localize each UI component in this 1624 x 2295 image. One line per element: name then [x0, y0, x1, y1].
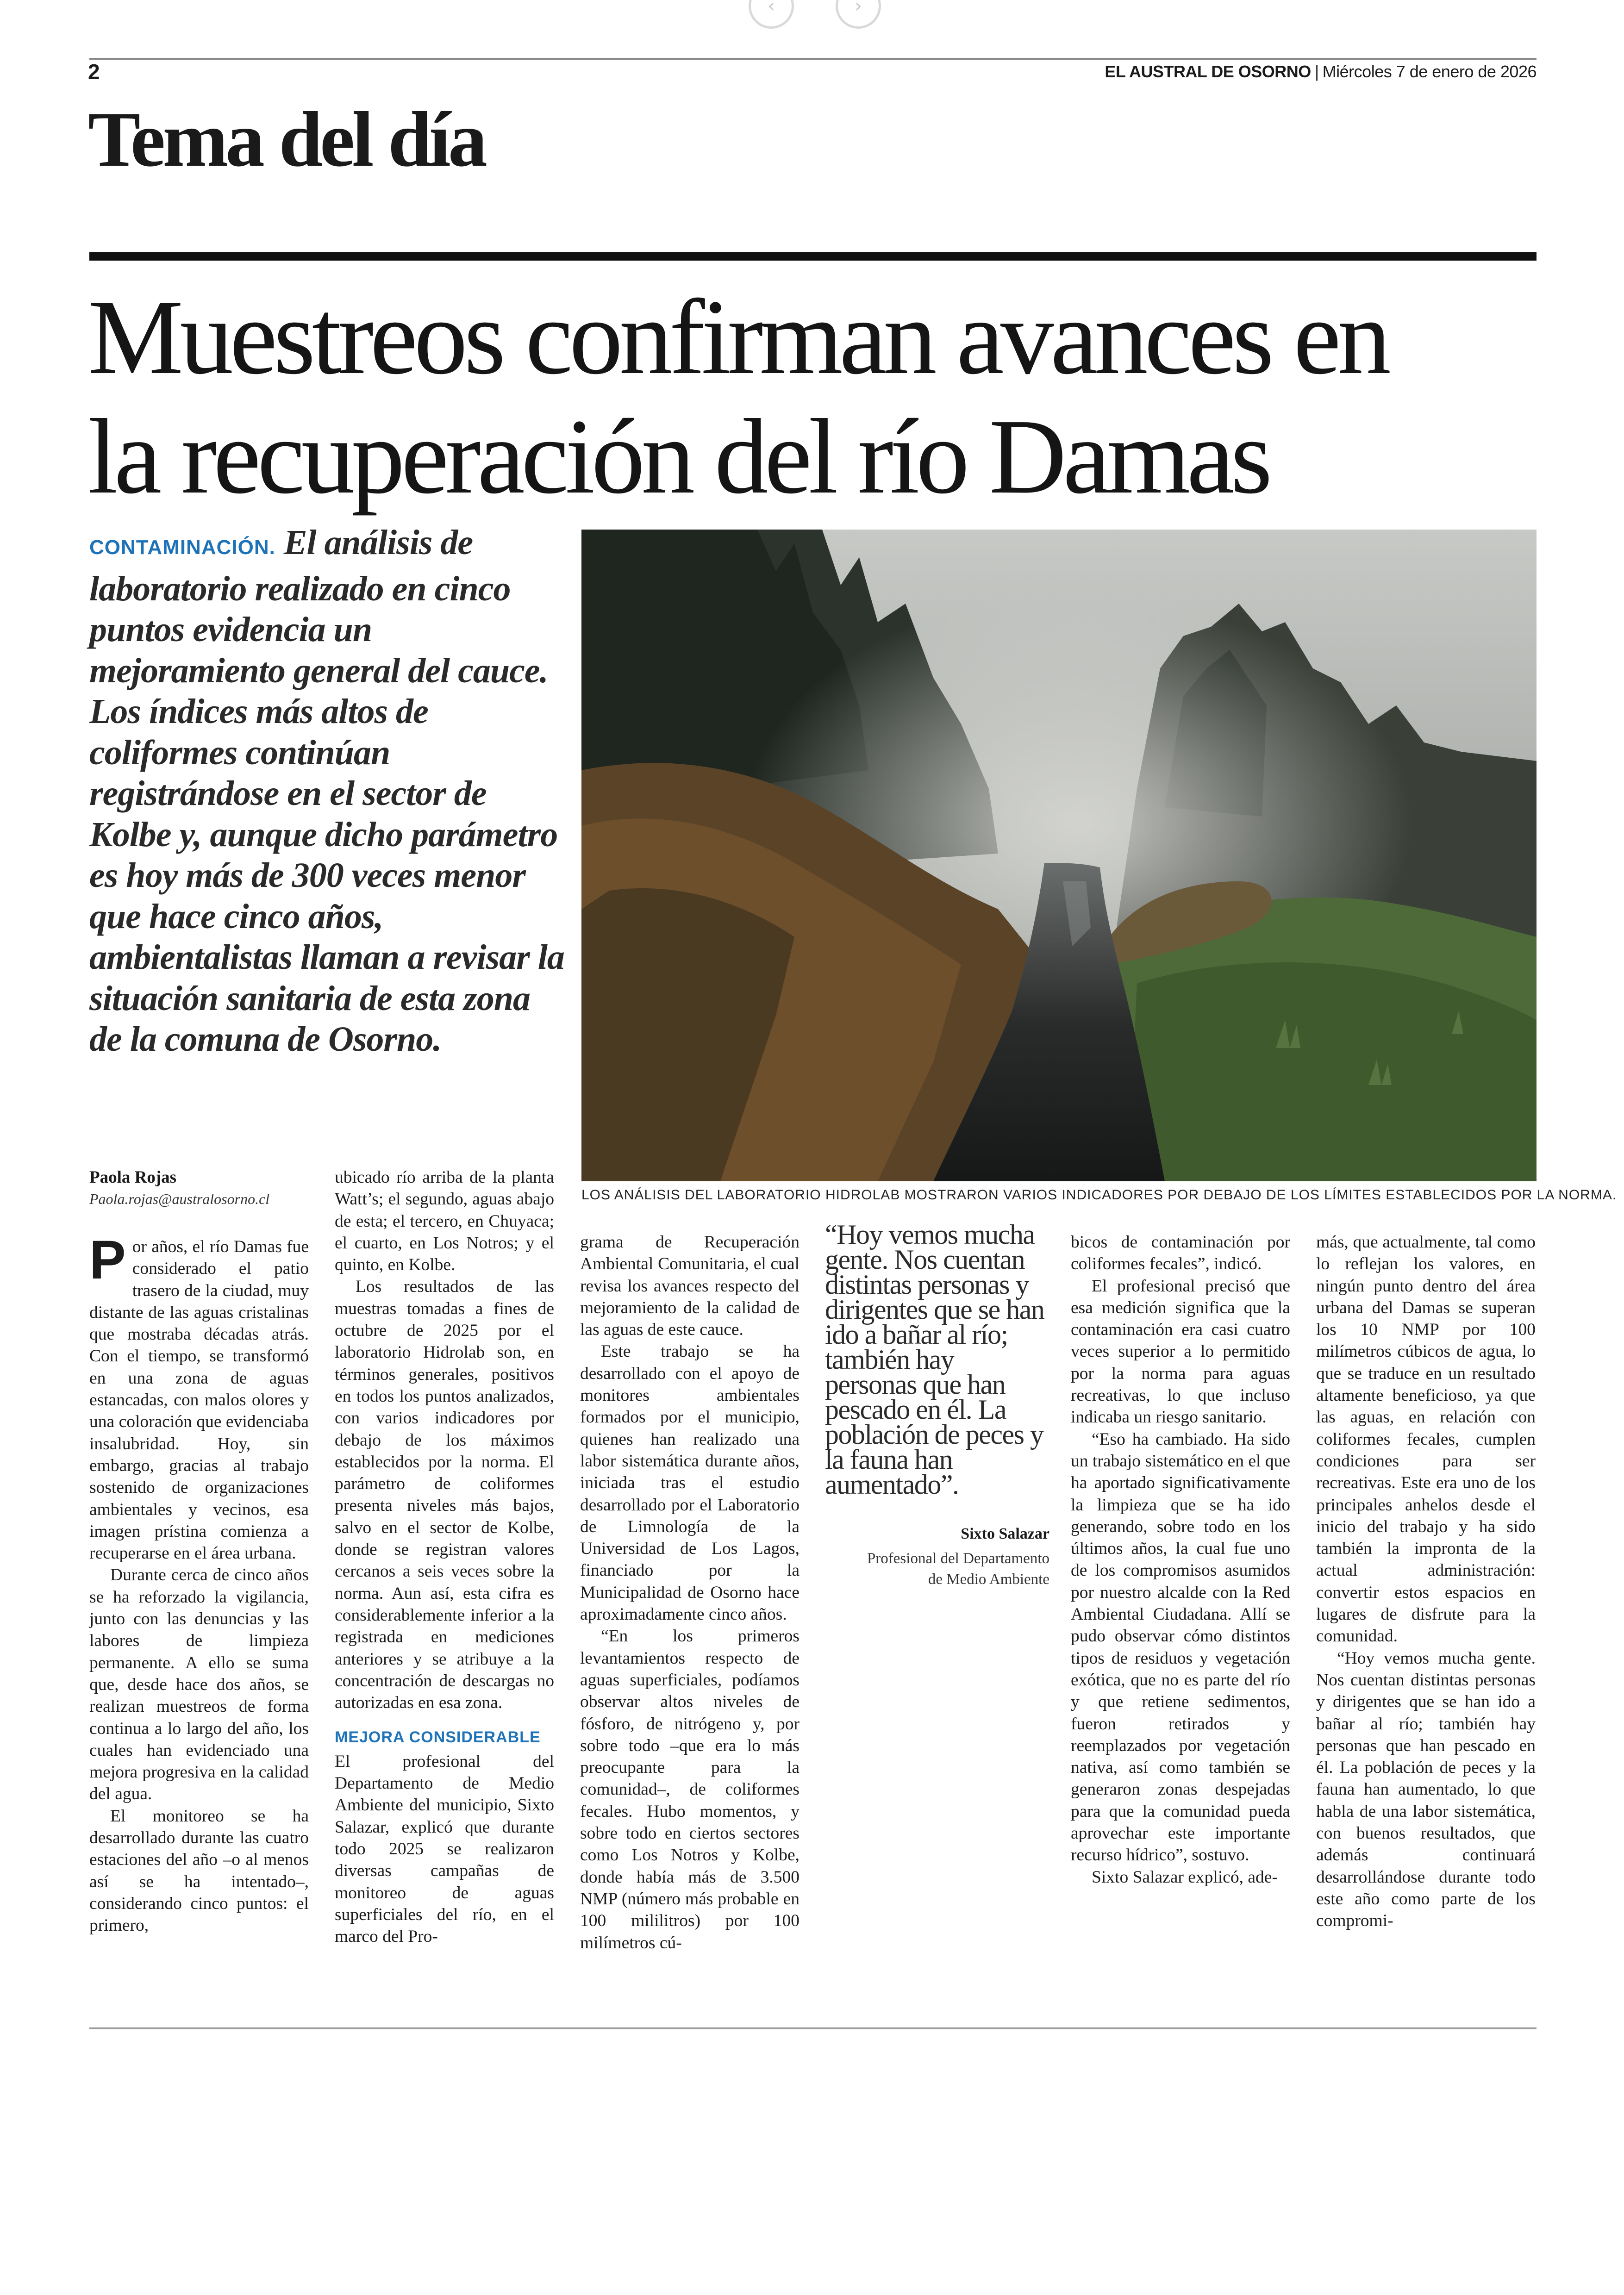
- body-paragraph: “Hoy vemos mucha gente. Nos cuentan distintas personas y dirigentes que se han ido a bañar al río; también hay personas que han pescado en él. La población de peces y la fauna han aumentado, lo que habla de una labor sistemática, con buenos resultados, que además continuará desarrollándose durante todo este año como parte de los compromi-: [1316, 1648, 1536, 1931]
- body-paragraph: bicos de contaminación por coliformes fecales”, indicó.: [1071, 1233, 1290, 1274]
- body-paragraph: ubicado río arriba de la planta Watt’s; el segundo, aguas abajo de esta; el tercero, en Chuyaca; el cuarto, en Los Notros; y el quinto, en Kolbe.: [335, 1168, 554, 1275]
- quote-attribution-role: Profesional del Departamento de Medio Ambiente: [867, 1550, 1049, 1588]
- body-column-2: [335, 1166, 554, 1947]
- pull-quote: “Hoy vemos mucha gente. Nos cuentan distintas personas y dirigentes que se han ido a bañar al río; también hay personas que han pescado en él. La población de peces y la fauna han aumentado”.: [825, 1219, 1044, 1500]
- subhead: MEJORA CONSIDERABLE: [335, 1728, 541, 1746]
- nav-left-icon[interactable]: ‹: [749, 0, 794, 29]
- body-paragraph: El profesional del Departamento de Medio Ambiente del municipio, Sixto Salazar, explicó que durante todo 2025 se realizaron diversas campañas de monitoreo de aguas superficiales del río, en el marco del Pro-: [335, 1752, 554, 1946]
- publication-name: EL AUSTRAL DE OSORNO: [1105, 62, 1311, 81]
- lead-paragraph: [89, 522, 566, 1060]
- masthead: [1105, 62, 1537, 81]
- body-column-3: [580, 1231, 800, 1954]
- section-rule: [89, 252, 1537, 261]
- body-paragraph: El monitoreo se ha desarrollado durante las cuatro estaciones del año –o al menos así se ha intentado–, considerando cinco puntos: el primero,: [89, 1806, 309, 1935]
- body-paragraph: El profesional precisó que esa medición significa que la contaminación era casi cuatro veces superior a lo permitido por la norma para aguas recreativas, lo que incluso indicaba un riesgo sanitario.: [1071, 1276, 1290, 1427]
- body-column-6: [1316, 1231, 1536, 1932]
- quote-attribution-name: Sixto Salazar: [961, 1525, 1049, 1542]
- body-paragraph: Durante cerca de cinco años se ha reforzado la vigilancia, junto con las denuncias y las labores de limpieza permanente. A ello se suma que, desde hace dos años, se realizan muestreos de forma continua a lo largo del año, los cuales han evidenciado una mejora progresiva en la calidad del agua.: [89, 1565, 309, 1804]
- headline-line-1: Muestreos confirman avances en: [88, 278, 1388, 397]
- body-paragraph: Este trabajo se ha desarrollado con el apoyo de monitores ambientales formados por el municipio, quienes han realizado una labor sistemática durante años, iniciada tras el estudio desarrollado por el Laboratorio de Limnología de la Universidad de Los Lagos, financiado por la Municipalidad de Osorno hace aproximadamente cinco años.: [580, 1342, 800, 1624]
- issue-date: Miércoles 7 de enero de 2026: [1322, 62, 1537, 81]
- author-email[interactable]: Paola.rojas@australosorno.cl: [89, 1191, 270, 1207]
- author-name: Paola Rojas: [89, 1168, 177, 1187]
- body-column-1: [89, 1229, 309, 1937]
- body-column-5: [1071, 1231, 1290, 1888]
- body-paragraph: Sixto Salazar explicó, ade-: [1092, 1867, 1278, 1887]
- body-paragraph: más, que actualmente, tal como lo reflejan los valores, en ningún punto dentro del área urbana del Damas se superan los 10 NMP por 100 milímetros cúbicos de agua, lo que se traduce en un resultado altamente beneficioso, ya que las aguas, en relación con coliformes fecales, cumplen condiciones para ser recreativas. Este era uno de los principales anhelos desde el inicio del trabajo y ha sido también la impronta de la actual administración: convertir estos espacios en lugares de disfrute para la comunidad.: [1316, 1233, 1536, 1646]
- section-title: Tema del día: [88, 96, 485, 183]
- kicker: CONTAMINACIÓN.: [89, 536, 275, 559]
- photo-caption: LOS ANÁLISIS DEL LABORATORIO HIDROLAB MOSTRARON VARIOS INDICADORES POR DEBAJO DE LOS LÍMITES ESTABLECIDOS POR LA NORMA.: [581, 1187, 1617, 1203]
- lead-text: El análisis de laboratorio realizado en cinco puntos evidencia un mejoramiento general del cauce. Los índices más altos de coliformes continúan registrándose en el sector de Kolbe y, aunque dicho parámetro es hoy más de 300 veces menor que hace cinco años, ambientalistas llaman a revisar la situación sanitaria de esta zona de la comuna de Osorno.: [89, 523, 564, 1059]
- page-number: 2: [88, 60, 100, 84]
- body-paragraph: Por años, el río Damas fue considerado el patio trasero de la ciudad, muy distante de las aguas cristalinas que mostraba décadas atrás. Con el tiempo, se transformó en una zona de aguas estancadas, con malos olores y una coloración que evidenciaba insalubridad. Hoy, sin embargo, gracias al trabajo sostenido de organizaciones ambientales y vecinos, esa imagen prístina comienza a recuperarse en el área urbana.: [89, 1229, 309, 1563]
- body-paragraph: Los resultados de las muestras tomadas a fines de octubre de 2025 por el laboratorio Hidrolab son, en términos generales, positivos en todos los puntos analizados, con varios indicadores por debajo de los máximos establecidos por la norma. El parámetro de coliformes presenta niveles más bajos, salvo en el sector de Kolbe, donde se registran valores cercanos a seis veces sobre la norma. Aun así, esta cifra es considerablemente inferior a la registrada en mediciones anteriores y se atribuye a la concentración de descargas no autorizadas en esa zona.: [335, 1277, 554, 1713]
- body-paragraph: “Eso ha cambiado. Ha sido un trabajo sistemático en el que ha aportado significativamente la limpieza que se ha ido generando, sobre todo en los últimos años, la cual fue uno de los compromisos asumidos por nuestro alcalde con la Red Ambiental Ciudadana. Allí se pudo observar cómo distintos tipos de residuos y vegetación exótica, que no es parte del río y que retiene sedimentos, fueron retirados y reemplazados por vegetación nativa, así como también se generaron zonas despejadas para que la comunidad pueda aprovechar este importante recurso hídrico”, sostuvo.: [1071, 1429, 1290, 1865]
- drop-cap: P: [89, 1229, 126, 1291]
- bottom-rule: [89, 2027, 1537, 2029]
- nav-right-icon[interactable]: ›: [836, 0, 881, 29]
- body-paragraph: “En los primeros levantamientos respecto de aguas superficiales, podíamos observar altos niveles de fósforo, de nitrógeno y, por sobre todo –que era lo más preocupante para la comunidad–, de coliformes fecales. Hubo momentos, y sobre todo en ciertos sectores como Los Notros y Kolbe, donde había más de 3.500 NMP (número más probable en 100 mililitros) por 100 milímetros cú-: [580, 1627, 800, 1952]
- headline-line-2: la recuperación del río Damas: [88, 397, 1269, 516]
- top-rule: [89, 58, 1537, 60]
- masthead-separator: |: [1314, 62, 1319, 81]
- river-photo: [581, 530, 1537, 1181]
- body-paragraph: grama de Recuperación Ambiental Comunitaria, el cual revisa los avances respecto del mejoramiento de la calidad de las aguas de este cauce.: [580, 1233, 800, 1340]
- headline: [88, 278, 1546, 517]
